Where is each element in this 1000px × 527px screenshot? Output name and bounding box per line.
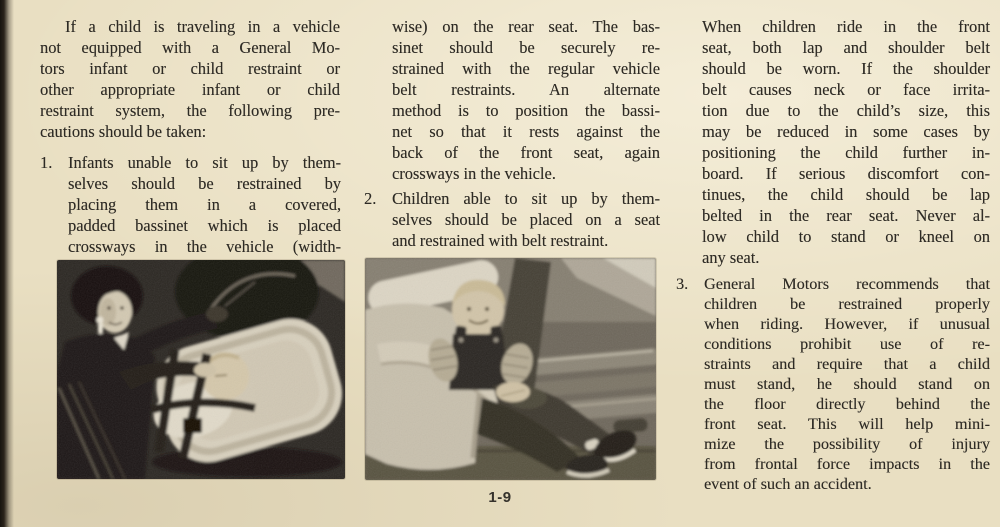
text-line: crossways in the vehicle. bbox=[392, 164, 556, 183]
item-1-continuation-paragraph bbox=[392, 16, 660, 184]
photo-child-seat-illustration bbox=[365, 258, 656, 480]
text-line: seat, both lap and shoulder belt bbox=[702, 38, 990, 57]
text-line: from frontal force impacts in the bbox=[704, 455, 990, 473]
text-line: restraint system, the following pre- bbox=[40, 101, 340, 120]
text-line: padded bassinet which is placed bbox=[68, 216, 341, 235]
text-line: conditions prohibit use of re- bbox=[704, 335, 990, 353]
text-line: low child to stand or kneel on bbox=[702, 227, 990, 246]
text-line: other appropriate infant or child bbox=[40, 80, 340, 99]
text-line: must stand, he should stand on bbox=[704, 375, 990, 393]
text-line: Infants unable to sit up by them- bbox=[68, 153, 341, 172]
text-line: belt restraints. An alternate bbox=[392, 80, 660, 99]
text-line: crossways in the vehicle (width- bbox=[68, 237, 341, 256]
text-line: Children able to sit up by them- bbox=[392, 189, 660, 208]
list-item-2-text bbox=[392, 188, 660, 251]
text-line: sinet should be securely re- bbox=[392, 38, 660, 57]
text-line: mize the possibility of injury bbox=[704, 435, 990, 453]
list-item-2 bbox=[364, 188, 660, 251]
text-line: straints and require that a child bbox=[704, 355, 990, 373]
text-line: cautions should be taken: bbox=[40, 122, 207, 141]
list-item-number: 2. bbox=[364, 189, 377, 208]
text-line: placing them in a covered, bbox=[68, 195, 341, 214]
text-line: strained with the regular vehicle bbox=[392, 59, 660, 78]
list-item-3 bbox=[676, 274, 990, 494]
photo-child-seat bbox=[365, 258, 656, 480]
text-line: wise) on the rear seat. The bas- bbox=[392, 17, 660, 36]
item-2-continuation-paragraph bbox=[702, 16, 990, 268]
text-line: General Motors recommends that bbox=[704, 275, 990, 293]
page-number: 1-9 bbox=[488, 489, 512, 506]
text-line: front seat. This will help mini- bbox=[704, 415, 990, 433]
text-line: selves should be restrained by bbox=[68, 174, 341, 193]
text-line: any seat. bbox=[702, 248, 760, 267]
text-line: when riding. However, if unusual bbox=[704, 315, 990, 333]
text-line: If a child is traveling in a vehicle bbox=[65, 17, 340, 36]
text-line: When children ride in the front bbox=[702, 17, 990, 36]
text-line: tinues, the child should be lap bbox=[702, 185, 990, 204]
text-line: children be restrained properly bbox=[704, 295, 990, 313]
text-line: may be reduced in some cases by bbox=[702, 122, 990, 141]
list-item-3-text bbox=[704, 274, 990, 494]
binding-edge-shadow bbox=[0, 0, 14, 527]
photo-infant-bassinet-illustration bbox=[57, 260, 345, 479]
text-line: not equipped with a General Mo- bbox=[40, 38, 340, 57]
text-line: event of such an accident. bbox=[704, 475, 872, 493]
text-line: the floor directly behind the bbox=[704, 395, 990, 413]
text-line: board. If serious discomfort con- bbox=[702, 164, 990, 183]
list-item-number: 3. bbox=[676, 275, 689, 293]
text-line: tion due to the child’s size, this bbox=[702, 101, 990, 120]
text-line: back of the front seat, again bbox=[392, 143, 660, 162]
text-line: positioning the child further in- bbox=[702, 143, 990, 162]
list-item-number: 1. bbox=[40, 153, 53, 172]
list-item-1 bbox=[40, 152, 341, 257]
photo-infant-bassinet bbox=[57, 260, 345, 479]
text-line: selves should be placed on a seat bbox=[392, 210, 660, 229]
text-line: belted in the rear seat. Never al- bbox=[702, 206, 990, 225]
text-line: tors infant or child restraint or bbox=[40, 59, 340, 78]
text-line: and restrained with belt restraint. bbox=[392, 231, 609, 250]
text-line: should be worn. If the shoulder bbox=[702, 59, 990, 78]
text-line: net so that it rests against the bbox=[392, 122, 660, 141]
text-line: method is to position the bassi- bbox=[392, 101, 660, 120]
intro-paragraph bbox=[40, 16, 340, 142]
text-line: belt causes neck or face irrita- bbox=[702, 80, 990, 99]
list-item-1-text bbox=[68, 152, 341, 257]
